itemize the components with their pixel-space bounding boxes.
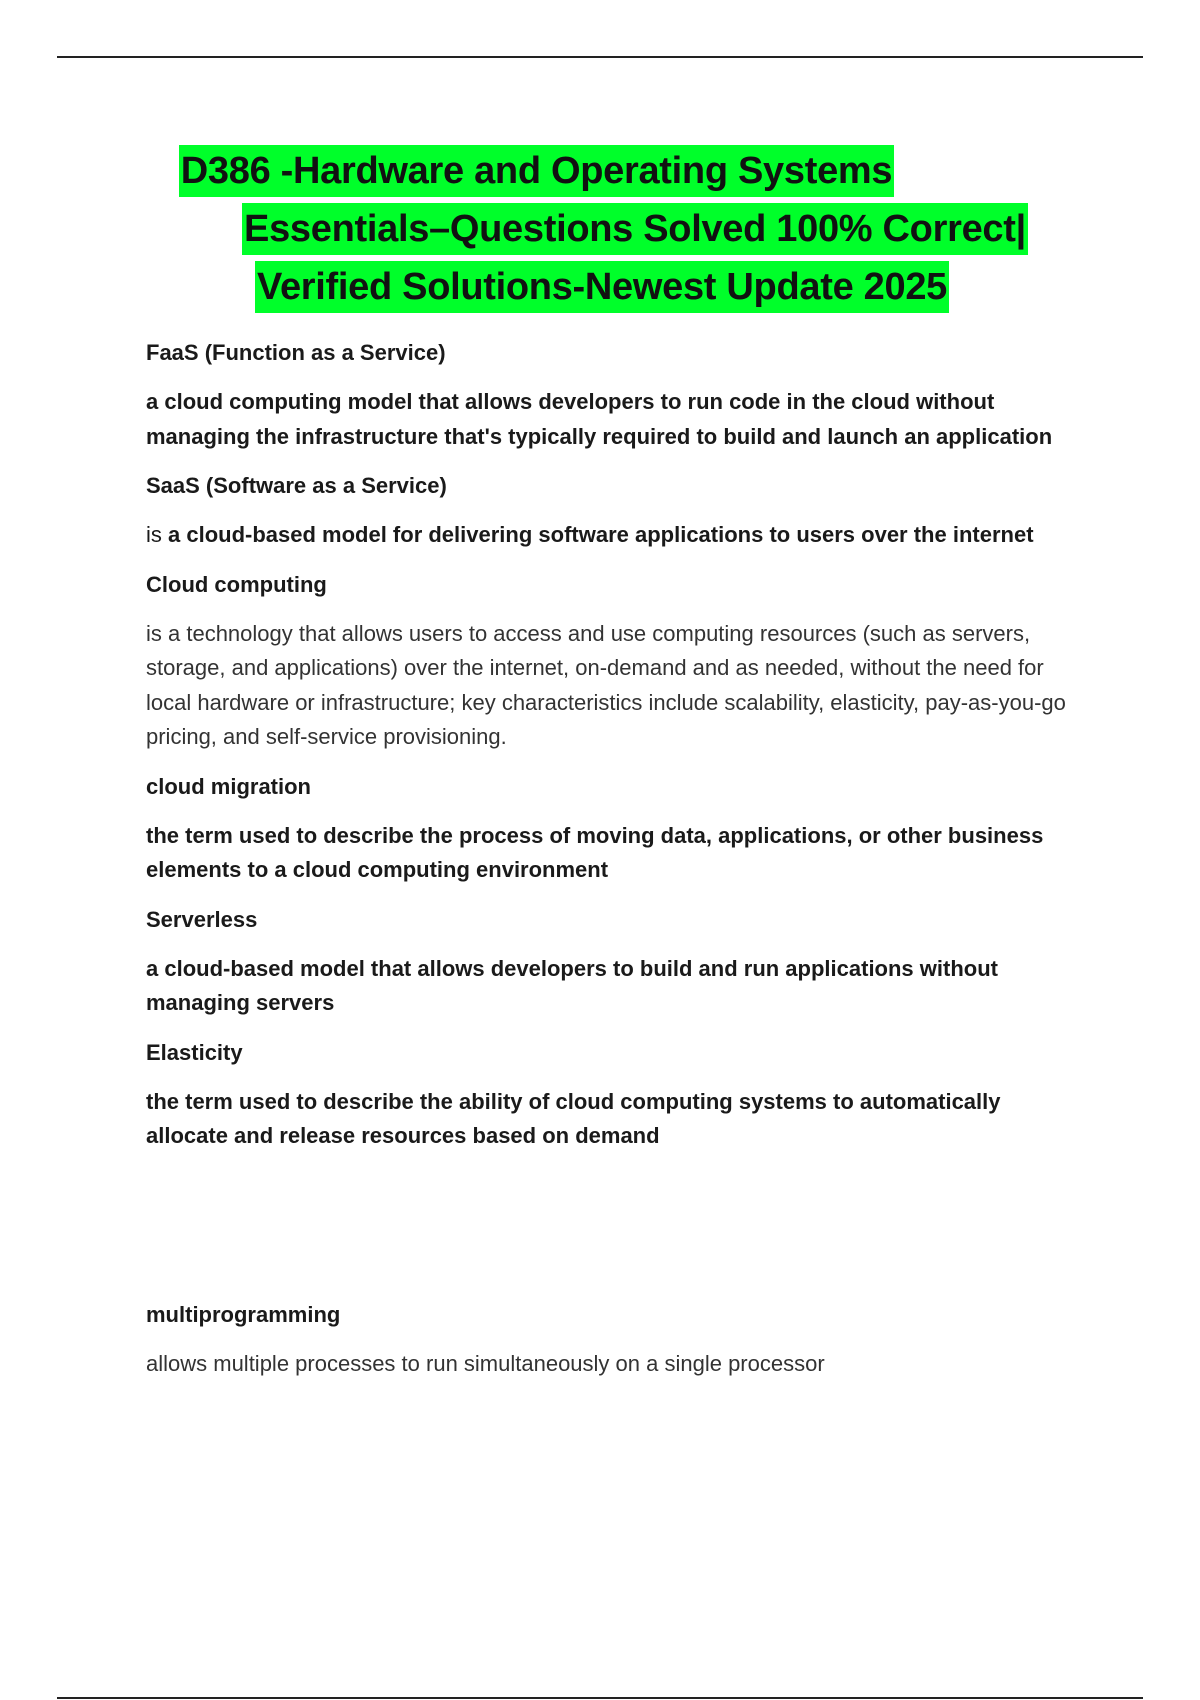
definition-lead: is xyxy=(146,522,168,547)
definition-rest: a cloud-based model for delivering software applications to users over the internet xyxy=(168,522,1034,547)
flashcard-saas xyxy=(146,469,1086,553)
term: FaaS (Function as a Service) xyxy=(146,340,446,365)
term: Cloud computing xyxy=(146,571,327,597)
definition: the term used to describe the process of moving data, applications, or other business elements to a cloud computing environment xyxy=(146,822,1044,882)
term: cloud migration xyxy=(146,773,311,799)
flashcard-serverless xyxy=(146,903,1086,1021)
definition xyxy=(146,518,1086,553)
title-line-1: D386 -Hardware and Operating Systems xyxy=(179,145,894,197)
definition: is a technology that allows users to access and use computing resources (such as servers, storage, and applications) over the internet, on-demand and as needed, without the need for local hardware or infrastructure; key characteristics include scalability, elasticity, pay-as-you-go pricing, and self-service provisioning. xyxy=(146,620,1066,749)
title-line-2: Essentials–Questions Solved 100% Correct| xyxy=(242,203,1028,255)
definition: a cloud-based model that allows developers to build and run applications without managing servers xyxy=(146,955,998,1015)
term: multiprogramming xyxy=(146,1301,341,1327)
flashcard-elasticity xyxy=(146,1036,1086,1154)
flashcard-cloud-computing xyxy=(146,568,1086,755)
bottom-rule xyxy=(57,1697,1143,1699)
flashcard-multiprogramming xyxy=(146,1298,1086,1382)
flashcard-faas xyxy=(146,336,1086,454)
flashcard-list xyxy=(146,336,1086,1396)
document-title xyxy=(0,145,1200,319)
definition: the term used to describe the ability of cloud computing systems to automatically allocate and release resources based on demand xyxy=(146,1088,1001,1148)
blank-space xyxy=(146,1169,1086,1298)
title-line-3: Verified Solutions-Newest Update 2025 xyxy=(255,261,949,313)
flashcard-cloud-migration xyxy=(146,770,1086,888)
definition: allows multiple processes to run simultaneously on a single processor xyxy=(146,1350,825,1376)
top-rule xyxy=(57,56,1143,58)
term: SaaS (Software as a Service) xyxy=(146,473,447,498)
term: Elasticity xyxy=(146,1039,243,1065)
term: Serverless xyxy=(146,906,258,932)
definition: a cloud computing model that allows developers to run code in the cloud without managing the infrastructure that's typically required to build and launch an application xyxy=(146,389,1053,449)
